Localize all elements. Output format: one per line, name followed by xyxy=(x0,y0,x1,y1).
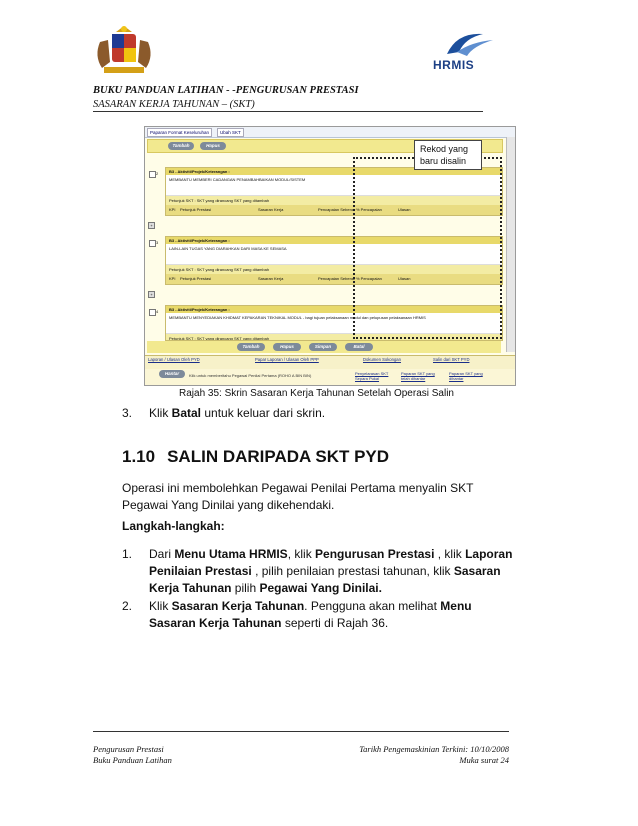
record-number: 4 xyxy=(156,309,159,314)
hrmis-logo xyxy=(423,28,519,74)
tab-ubah-skt[interactable]: Ubah SKT xyxy=(217,128,244,137)
send-bar xyxy=(145,369,515,385)
link-dokumen-sokongan[interactable]: Dokumen Sokongan xyxy=(363,357,401,362)
record-number: 3 xyxy=(156,240,159,245)
figure-caption: Rajah 35: Skrin Sasaran Kerja Tahunan Setelah Operasi Salin xyxy=(179,388,454,399)
record-number: 2 xyxy=(156,171,159,176)
record-petunjuk[interactable]: Petunjuk SKT : SKT yang dirancang SKT yang ditambah xyxy=(166,196,502,205)
record-grid-header: KPI Petunjuk Prestasi Sasaran Kerja Pencapaian Sebenar % Pencapaian Ulasan xyxy=(166,205,502,215)
step-3 xyxy=(122,406,502,422)
footer-divider xyxy=(93,731,509,732)
step-text: Klik Batal untuk keluar dari skrin. xyxy=(149,406,326,420)
section-number: 1.10 xyxy=(122,447,156,466)
hapus-button-top[interactable]: Hapus xyxy=(200,142,226,150)
steps-heading: Langkah-langkah: xyxy=(122,519,225,533)
expand-icon[interactable]: + xyxy=(148,222,155,229)
record-petunjuk[interactable]: Petunjuk SKT : SKT yang dirancang SKT yang ditambah xyxy=(166,334,502,341)
section-heading xyxy=(122,447,389,467)
callout-box xyxy=(414,140,482,170)
record-checkbox[interactable] xyxy=(149,240,159,247)
section-title: SALIN DARIPADA SKT PYD xyxy=(167,447,390,466)
intro-paragraph: Operasi ini membolehkan Pegawai Penilai Pertama menyalin SKT Pegawai Yang Dinilai yang dikehendaki. xyxy=(122,481,474,512)
link-salin-skt-pyd[interactable]: Salin dari SKT PYD xyxy=(433,357,470,362)
hantar-button[interactable]: Hantar xyxy=(159,370,185,378)
footer-right xyxy=(350,744,509,766)
record-checkbox[interactable] xyxy=(149,171,159,178)
link-skt-telah-dihantar[interactable]: Paparan SKT yang telah dihantar xyxy=(401,371,435,381)
header-title-line2: SASARAN KERJA TAHUNAN – (SKT) xyxy=(93,99,255,110)
footer-date: Tarikh Pengemaskinian Terkini: 10/10/2008 xyxy=(359,744,509,754)
tambah-button[interactable]: Tambah xyxy=(237,343,265,351)
step-text: Dari Menu Utama HRMIS, klik Pengurusan Prestasi , klik Laporan Penilaian Prestasi , pilih penilaian prestasi tahunan, klik Sasaran Kerja Tahunan pilih Pegawai Yang Dinilai. xyxy=(149,547,513,595)
step-2 xyxy=(122,598,522,638)
record-heading: B3 - Aktiviti/Projek/Keterangan : xyxy=(166,168,502,175)
step-number: 2. xyxy=(122,599,133,613)
record-text[interactable]: LAIN-LAIN TUGAS YANG DIARAHKAN DARI MASA KE SEMASA xyxy=(166,244,502,265)
footer-book: Buku Panduan Latihan xyxy=(93,755,172,765)
step-text: Klik Sasaran Kerja Tahunan. Pengguna akan melihat Menu Sasaran Kerja Tahunan seperti di Rajah 36. xyxy=(149,599,472,630)
step-number: 1. xyxy=(122,547,133,561)
footer-left xyxy=(93,744,172,766)
screenshot-tab-bar xyxy=(145,127,515,138)
batal-button[interactable]: Batal xyxy=(345,343,373,351)
record-heading: B3 - Aktiviti/Projek/Keterangan : xyxy=(166,306,502,313)
scrollbar[interactable] xyxy=(506,137,515,352)
header-title-line1: BUKU PANDUAN LATIHAN - -PENGURUSAN PRESTASI xyxy=(93,85,359,96)
send-note: Klik untuk memberitahu Pegawai Penilai Pertama (ROHO A BIN BIN) xyxy=(189,373,312,378)
link-laporan-ppp[interactable]: Papar Laporan / Ulasan Oleh PPP xyxy=(255,357,319,362)
record-checkbox[interactable] xyxy=(149,309,159,316)
hapus-button[interactable]: Hapus xyxy=(273,343,301,351)
footer-module: Pengurusan Prestasi xyxy=(93,744,164,754)
link-penyelarasan[interactable]: Penyelarasan SKT Separa Pukal xyxy=(355,371,389,381)
tab-paparan-format[interactable]: Paparan Format Keseluruhan xyxy=(147,128,212,137)
record-petunjuk[interactable]: Petunjuk SKT : SKT yang dirancang SKT yang ditambah xyxy=(166,265,502,274)
link-laporan-pyd[interactable]: Laporan / Ulasan Oleh PYD xyxy=(148,357,200,362)
highlight-box xyxy=(353,157,502,339)
header-divider xyxy=(93,111,483,112)
step-number: 3. xyxy=(122,406,133,420)
callout-line1: Rekod yang xyxy=(420,144,469,154)
record-heading: B3 - Aktiviti/Projek/Keterangan : xyxy=(166,237,502,244)
step-1 xyxy=(122,546,522,602)
tambah-button-top[interactable]: Tambah xyxy=(168,142,194,150)
expand-icon[interactable]: + xyxy=(148,291,155,298)
bottom-links-bar xyxy=(145,355,515,370)
batal-term: Batal xyxy=(171,406,202,420)
record-text[interactable]: MEMBANTU MENYEDIAKAN KHIDMAT KEPAKARAN TEKNIKAL MODUL - bagi tujuan pelaksanaan modul dan pelupusan pelaksanaan HRMIS xyxy=(166,313,502,334)
record-text[interactable]: MEMBANTU MEMBERI CADANGAN PENAMBAHBAIKAN MODUL/SISTEM xyxy=(166,175,502,196)
page-number: Muka surat 24 xyxy=(459,755,509,765)
callout-line2: baru disalin xyxy=(420,156,467,166)
coat-of-arms-logo xyxy=(86,22,162,77)
document-header xyxy=(93,84,483,112)
simpan-button[interactable]: Simpan xyxy=(309,343,337,351)
hrmis-logo-text: HRMIS xyxy=(433,58,475,72)
bottom-action-bar xyxy=(147,341,501,353)
record-grid-header: KPI Petunjuk Prestasi Sasaran Kerja Pencapaian Sebenar % Pencapaian Ulasan xyxy=(166,274,502,284)
link-skt-dihantar[interactable]: Paparan SKT yang dihantar xyxy=(449,371,483,381)
